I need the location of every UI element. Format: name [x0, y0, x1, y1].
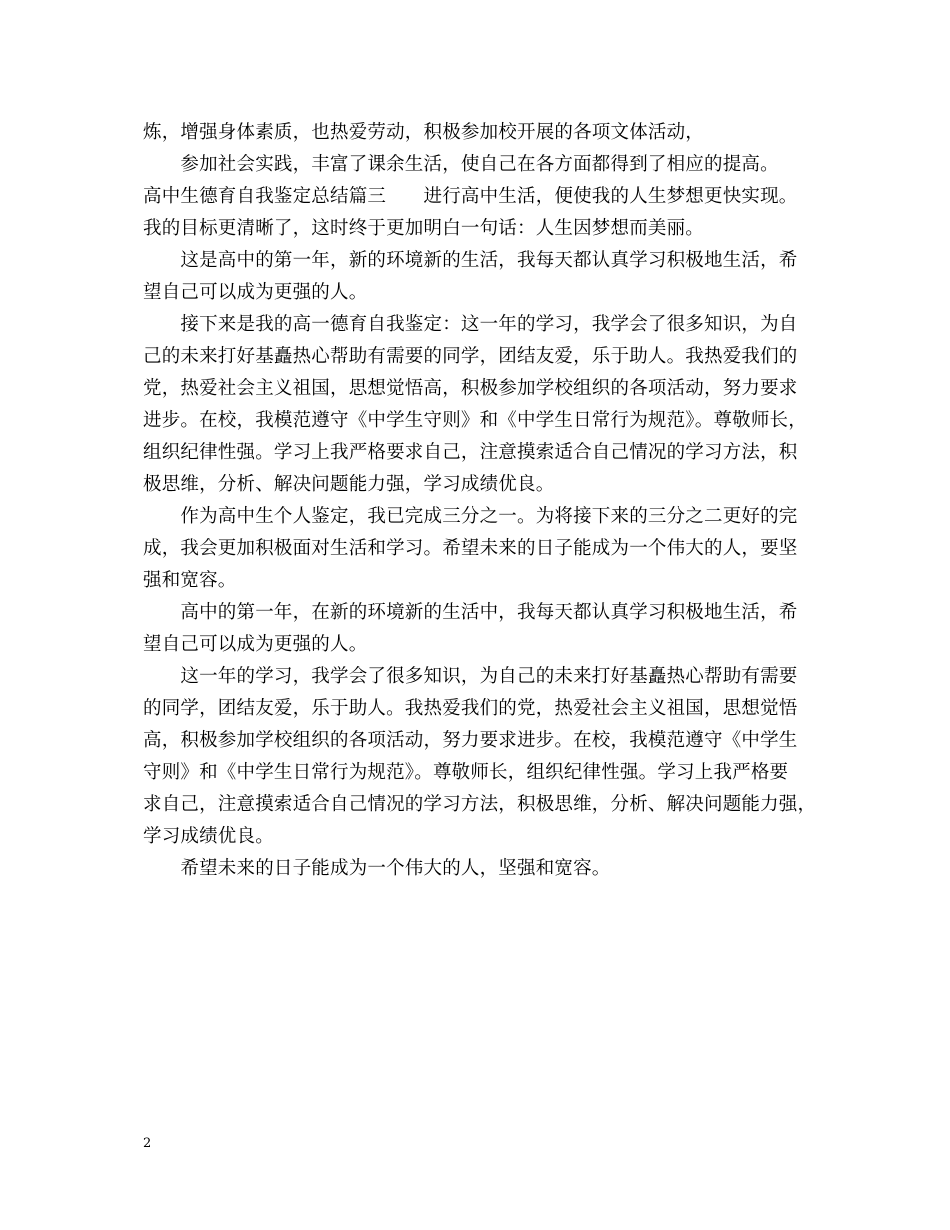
page-number: 2: [143, 1136, 152, 1151]
text-line: 这是高中的第一年，新的环境新的生活，我每天都认真学习积极地生活，希: [143, 250, 798, 271]
text-line: 高中的第一年，在新的环境新的生活中，我每天都认真学习积极地生活，希: [143, 602, 798, 623]
text-line: 的同学，团结友爱，乐于助人。我热爱我们的党，热爱社会主义祖国，思想觉悟: [143, 698, 798, 719]
text-line: 组织纪律性强。学习上我严格要求自己，注意摸索适合自己情况的学习方法，积: [143, 442, 798, 463]
text-line: 极思维，分析、解决问题能力强，学习成绩优良。: [143, 474, 555, 495]
text-line: 望自己可以成为更强的人。: [143, 282, 368, 303]
text-line: 高中生德育自我鉴定总结篇三 进行高中生活，便使我的人生梦想更快实现。: [143, 186, 798, 207]
text-line: 高，积极参加学校组织的各项活动，努力要求进步。在校，我模范遵守《中学生: [143, 730, 798, 751]
text-line: 进步。在校，我模范遵守《中学生守则》和《中学生日常行为规范》。尊敬师长，: [143, 410, 807, 431]
text-line: 守则》和《中学生日常行为规范》。尊敬师长，组织纪律性强。学习上我严格要: [143, 762, 789, 783]
text-line: 希望未来的日子能成为一个伟大的人，坚强和宽容。: [143, 858, 611, 879]
text-line: 炼，增强身体素质，也热爱劳动，积极参加校开展的各项文体活动，: [143, 122, 705, 143]
text-line: 望自己可以成为更强的人。: [143, 634, 368, 655]
text-line: 己的未来打好基矗热心帮助有需要的同学，团结友爱，乐于助人。我热爱我们的: [143, 346, 798, 367]
text-line: 求自己，注意摸索适合自己情况的学习方法，积极思维，分析、解决问题能力强，: [143, 794, 817, 815]
text-line: 强和宽容。: [143, 570, 237, 591]
text-line: 接下来是我的高一德育自我鉴定：这一年的学习，我学会了很多知识，为自: [143, 314, 798, 335]
text-line: 党，热爱社会主义祖国，思想觉悟高，积极参加学校组织的各项活动，努力要求: [143, 378, 798, 399]
text-line: 作为高中生个人鉴定，我已完成三分之一。为将接下来的三分之二更好的完: [143, 506, 798, 527]
document-body: [143, 117, 817, 885]
text-line: 参加社会实践，丰富了课余生活，使自己在各方面都得到了相应的提高。: [143, 154, 779, 175]
text-line: 这一年的学习，我学会了很多知识，为自己的未来打好基矗热心帮助有需要: [143, 666, 798, 687]
text-line: 我的目标更清晰了，这时终于更加明白一句话：人生因梦想而美丽。: [143, 218, 705, 239]
text-line: 学习成绩优良。: [143, 826, 274, 847]
text-line: 成，我会更加积极面对生活和学习。希望未来的日子能成为一个伟大的人，要坚: [143, 538, 798, 559]
